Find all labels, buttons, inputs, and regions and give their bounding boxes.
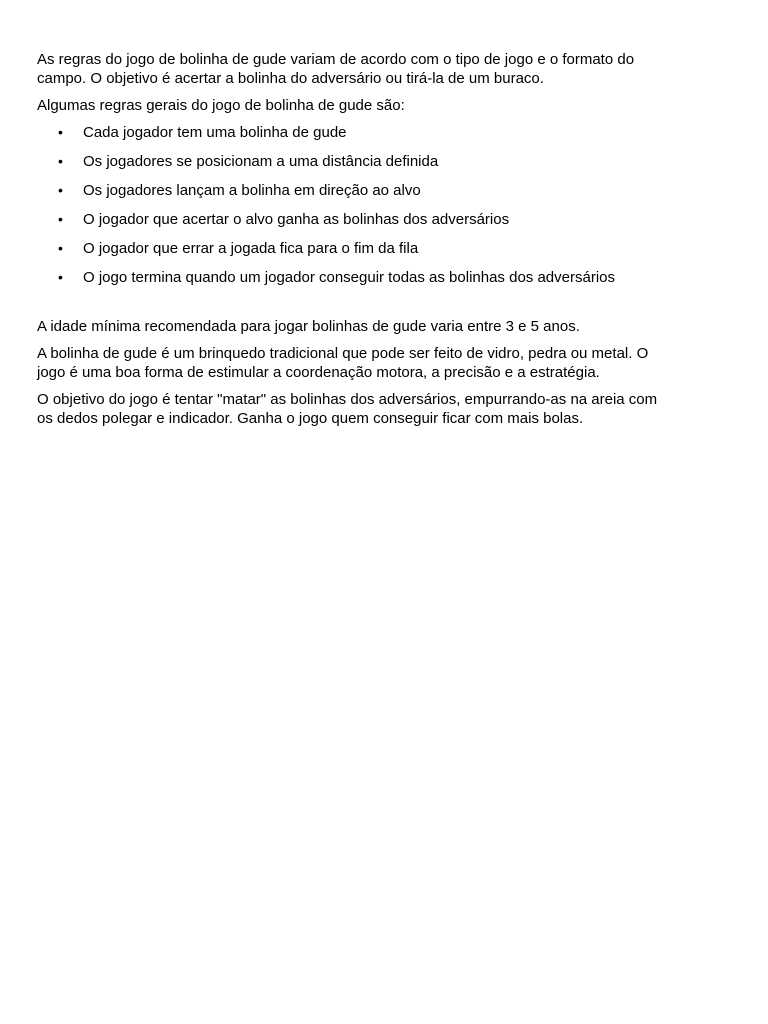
list-item <box>37 152 667 171</box>
section-spacer <box>37 297 667 317</box>
list-item-text: Os jogadores lançam a bolinha em direção ao alvo <box>83 182 421 199</box>
bullet-icon: • <box>58 153 63 169</box>
list-item-text: O jogador que acertar o alvo ganha as bolinhas dos adversários <box>83 211 510 228</box>
list-item-text: O jogo termina quando um jogador conseguir todas as bolinhas dos adversários <box>83 269 615 286</box>
bullet-icon: • <box>58 269 63 285</box>
list-item <box>37 123 667 142</box>
list-item <box>37 268 667 287</box>
bullet-icon: • <box>58 240 63 256</box>
list-item-text: O jogador que errar a jogada fica para o fim da fila <box>83 240 419 257</box>
list-item <box>37 239 667 258</box>
bullet-icon: • <box>58 182 63 198</box>
rules-list <box>37 123 667 287</box>
list-item <box>37 210 667 229</box>
list-item <box>37 181 667 200</box>
document-body <box>37 50 667 436</box>
toy-paragraph: A bolinha de gude é um brinquedo tradicional que pode ser feito de vidro, pedra ou metal. O jogo é uma boa forma de estimular a coordenação motora, a precisão e a estratégia. <box>37 345 649 381</box>
bullet-icon: • <box>58 124 63 140</box>
list-item-text: Cada jogador tem uma bolinha de gude <box>83 124 347 141</box>
bullet-icon: • <box>58 211 63 227</box>
intro-paragraph: As regras do jogo de bolinha de gude variam de acordo com o tipo de jogo e o formato do campo. O objetivo é acertar a bolinha do adversário ou tirá-la de um buraco. <box>37 51 635 87</box>
list-item-text: Os jogadores se posicionam a uma distância definida <box>83 153 439 170</box>
objective-paragraph: O objetivo do jogo é tentar "matar" as bolinhas dos adversários, empurrando-as na areia com os dedos polegar e indicador. Ganha o jogo quem conseguir ficar com mais bolas. <box>37 391 658 427</box>
rules-heading: Algumas regras gerais do jogo de bolinha de gude são: <box>37 97 405 114</box>
age-paragraph: A idade mínima recomendada para jogar bolinhas de gude varia entre 3 e 5 anos. <box>37 318 580 335</box>
